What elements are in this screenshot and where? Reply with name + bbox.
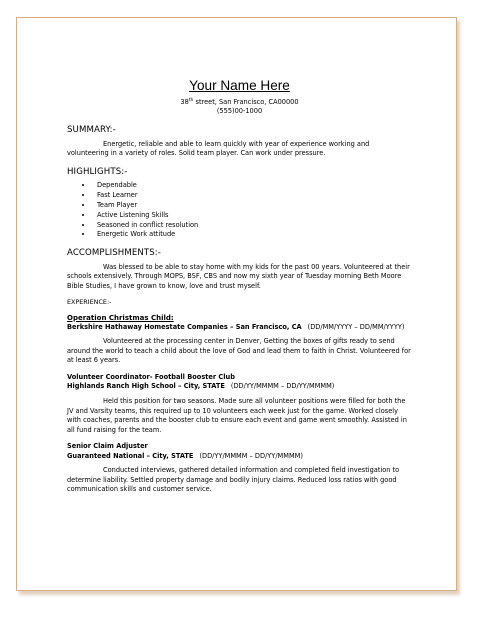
list-item: • Fast Learner (93, 191, 412, 201)
accomplishments-text: Was blessed to be able to stay home with my kids for the past 00 years. Volunteered at their schools extensively. Through MOPS, BSF, CBS and now my sixth year of Tuesday morning Beth Moore Bible Studies, I have grown to know, love and trust myself. (67, 262, 410, 290)
job-dates: (DD/YY/MMMM – DD/YY/MMMM) (230, 382, 335, 391)
accomplishments-heading: ACCOMPLISHMENTS:- (67, 248, 162, 259)
job-company-line (67, 323, 412, 333)
job-dates: (DD/MM/YYYY – DD/MM/YYYY) (307, 322, 405, 331)
job-entry (67, 373, 412, 435)
job-dates: (DD/YY/MMMM – DD/YY/MMMM) (199, 451, 303, 460)
job-title: Senior Claim Adjuster (67, 442, 148, 451)
job-company-line (67, 452, 412, 462)
job-company: Guaranteed National – City, STATE (67, 451, 194, 460)
phone-line: (555)00-1000 (216, 107, 263, 116)
job-company-line (67, 382, 412, 392)
address-line (67, 98, 412, 107)
resume-page (16, 17, 457, 591)
job-title: Volunteer Coordinator- Football Booster Club (67, 372, 235, 381)
job-company: Berkshire Hathaway Homestate Companies – San Francisco, CA (67, 322, 302, 331)
street-number: 38 (180, 98, 189, 107)
street-suffix: th (188, 98, 194, 104)
summary-heading: SUMMARY:- (67, 125, 116, 136)
list-item: • Dependable (93, 181, 412, 191)
experience-heading: EXPERIENCE:- (67, 298, 112, 307)
highlights-list (67, 181, 412, 240)
resume-content (67, 78, 412, 495)
job-company: Highlands Ranch High School – City, STATE (67, 382, 225, 391)
list-item: • Team Player (93, 201, 412, 211)
list-item: • Energetic Work attitude (93, 230, 412, 240)
job-entry (67, 313, 412, 366)
highlights-heading: HIGHLIGHTS:- (67, 166, 128, 177)
summary-text: Energetic, reliable and able to learn quickly with year of experience working and volunteering in a variety of roles. Solid team player. Can work under pressure. (67, 139, 370, 158)
job-description: Conducted interviews, gathered detailed information and completed field investigation to determine liability. Settled property damage and bodily injury claims. Reduced loss ratios with good communication skills and customer service. (67, 466, 400, 494)
list-item: • Seasoned in conflict resolution (93, 221, 412, 231)
job-title: Operation Christmas Child: (67, 313, 174, 322)
job-entry (67, 442, 412, 495)
resume-name: Your Name Here (189, 78, 290, 93)
list-item: • Active Listening Skills (93, 211, 412, 221)
street-rest: street, San Francisco, CA00000 (193, 98, 299, 107)
job-description: Held this position for two seasons. Made sure all volunteer positions were filled for both the JV and Varsity teams, this required up to 10 volunteers each week just for the game. Worked closely with coaches, parents and the booster club to ensure each event and game went smoothly. Assisted in all fund raising for the team. (67, 397, 407, 434)
job-description: Volunteered at the processing center in Denver, Getting the boxes of gifts ready to send around the world to teach a child about the love of God and lead them to faith in Christ. Volunteered for at least 6 years. (67, 337, 411, 365)
